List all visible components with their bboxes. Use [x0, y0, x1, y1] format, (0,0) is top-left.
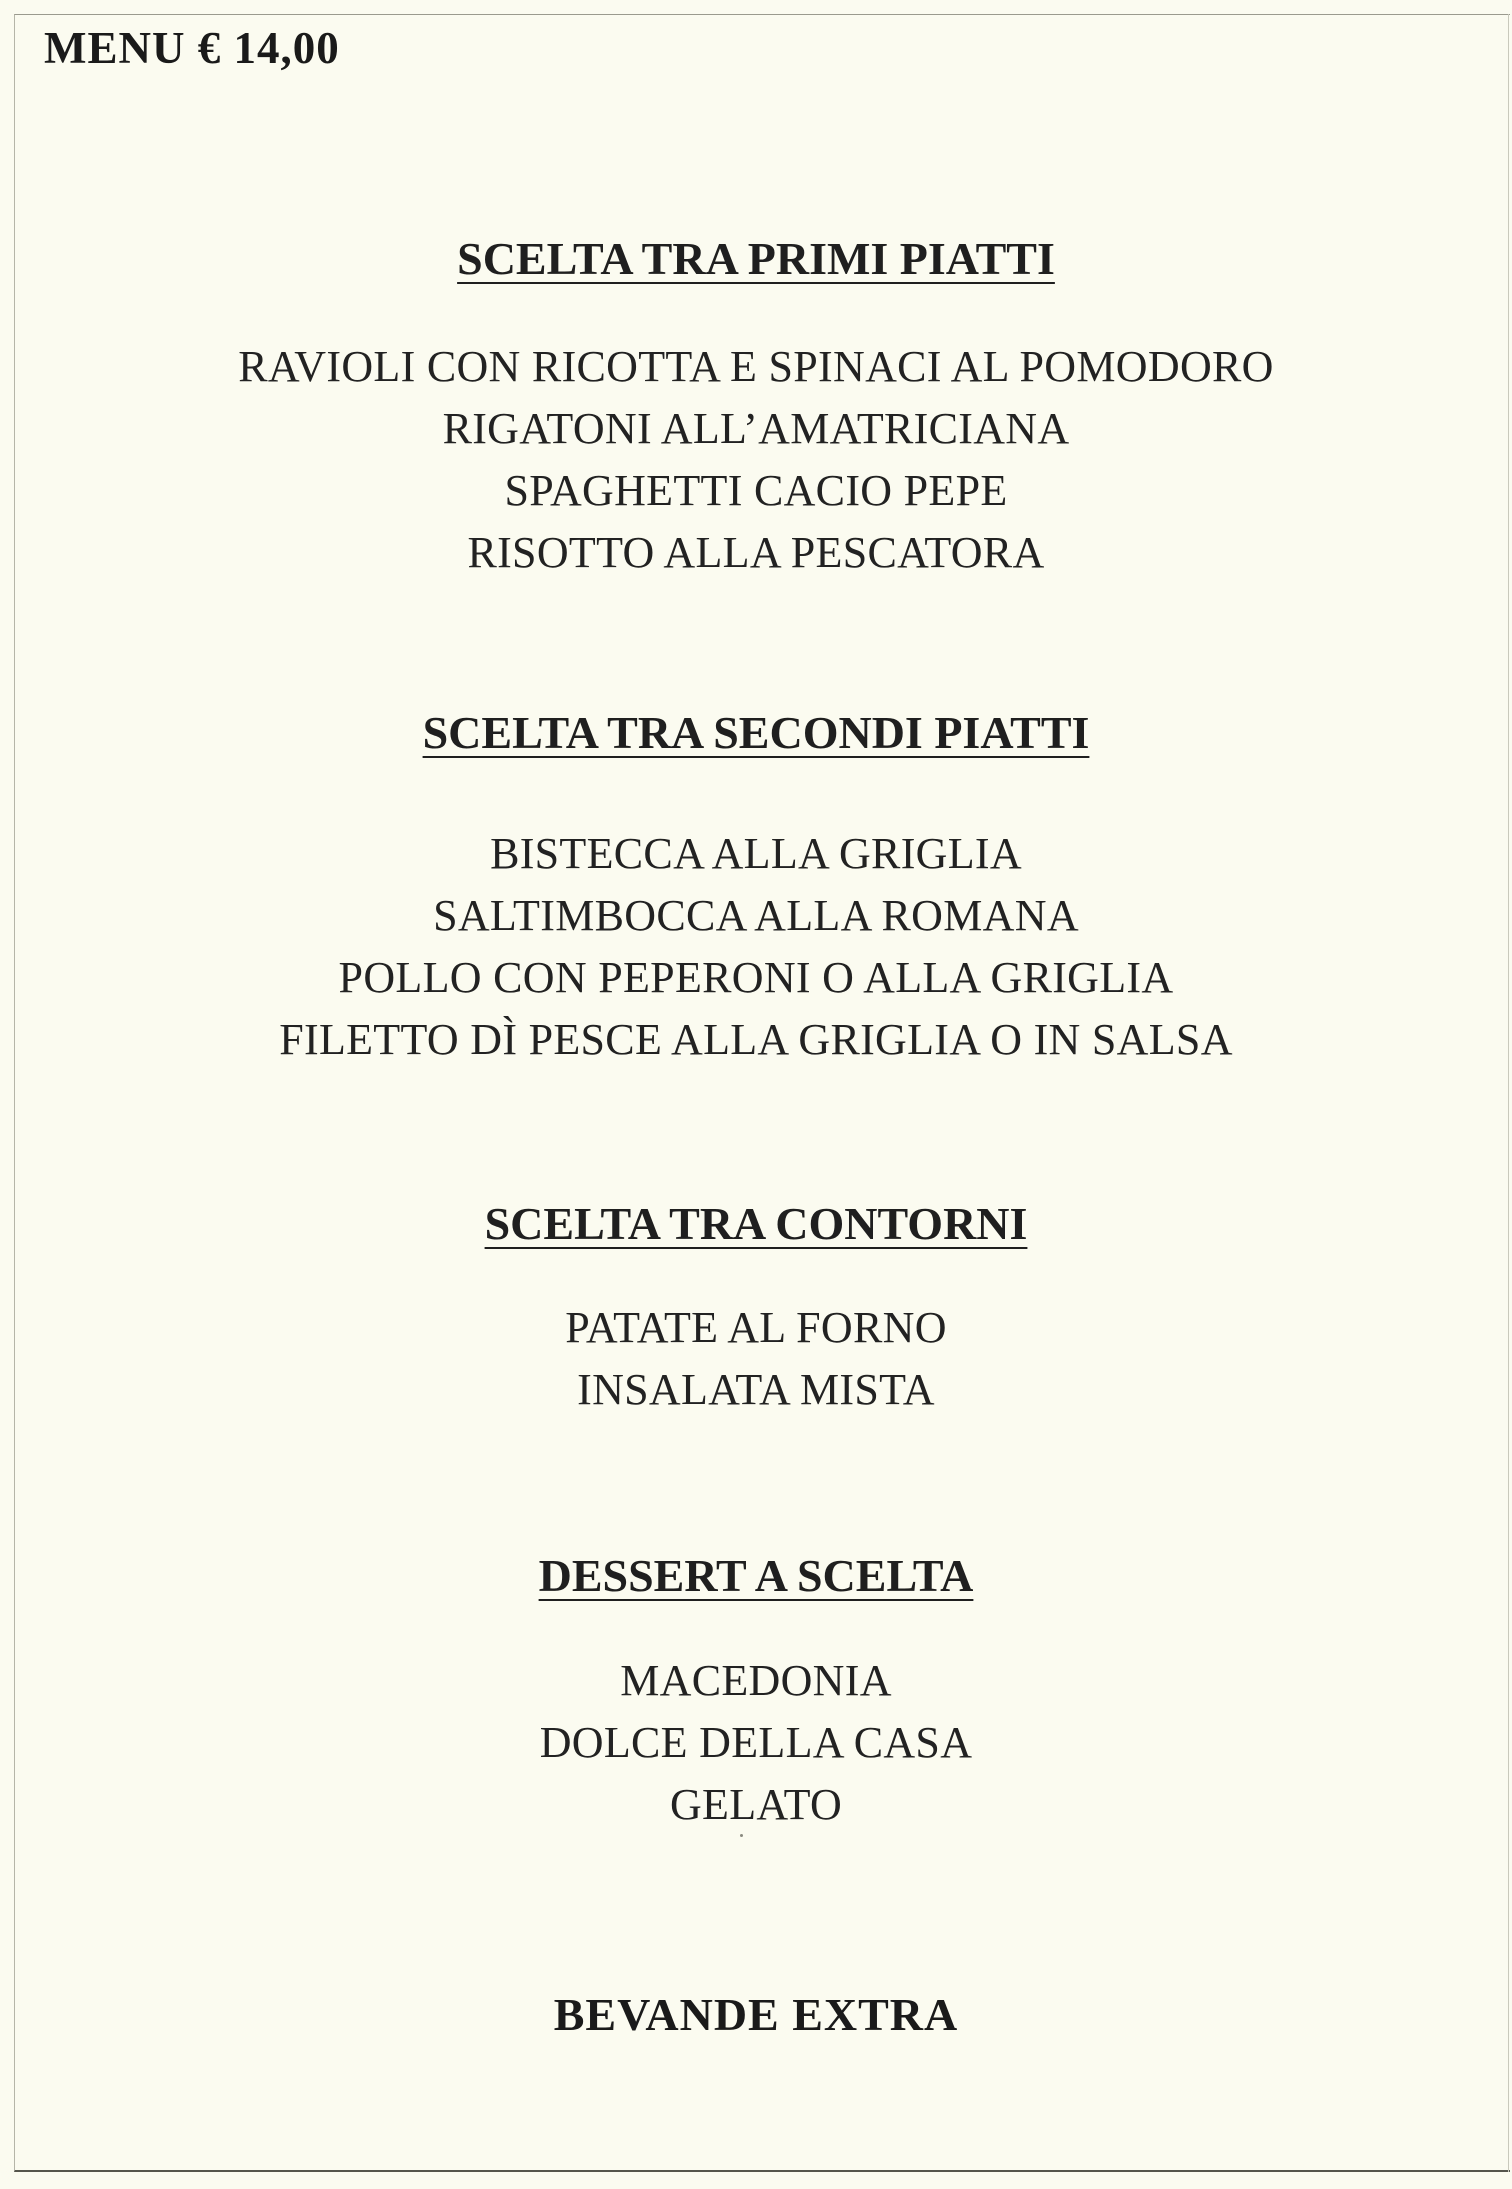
section-items-dessert	[0, 1650, 1512, 1836]
section-title-primi: SCELTA TRA PRIMI PIATTI	[457, 233, 1055, 284]
list-item: FILETTO DÌ PESCE ALLA GRIGLIA O IN SALSA	[279, 1015, 1233, 1064]
list-item: BISTECCA ALLA GRIGLIA	[490, 829, 1022, 878]
list-item: INSALATA MISTA	[577, 1365, 935, 1414]
section-items-secondi	[0, 823, 1512, 1071]
list-item: SPAGHETTI CACIO PEPE	[504, 466, 1008, 515]
list-item: POLLO CON PEPERONI O ALLA GRIGLIA	[338, 953, 1174, 1002]
scan-speck	[740, 1834, 743, 1837]
list-item: DOLCE DELLA CASA	[539, 1718, 973, 1767]
section-title-dessert: DESSERT A SCELTA	[538, 1550, 974, 1601]
list-item: RIGATONI ALL’AMATRICIANA	[442, 404, 1070, 453]
section-items-contorni	[0, 1297, 1512, 1421]
list-item: RISOTTO ALLA PESCATORA	[467, 528, 1045, 577]
section-items-primi	[0, 336, 1512, 584]
list-item: RAVIOLI CON RICOTTA E SPINACI AL POMODORO	[238, 342, 1274, 391]
extra-beverages-note: BEVANDE EXTRA	[553, 1989, 959, 2040]
section-title-contorni: SCELTA TRA CONTORNI	[484, 1198, 1028, 1249]
menu-price-header: MENU € 14,00	[44, 23, 340, 73]
section-title-secondi: SCELTA TRA SECONDI PIATTI	[422, 707, 1090, 758]
list-item: GELATO	[669, 1780, 843, 1829]
list-item: SALTIMBOCCA ALLA ROMANA	[433, 891, 1079, 940]
list-item: PATATE AL FORNO	[565, 1303, 947, 1352]
list-item: MACEDONIA	[620, 1656, 892, 1705]
